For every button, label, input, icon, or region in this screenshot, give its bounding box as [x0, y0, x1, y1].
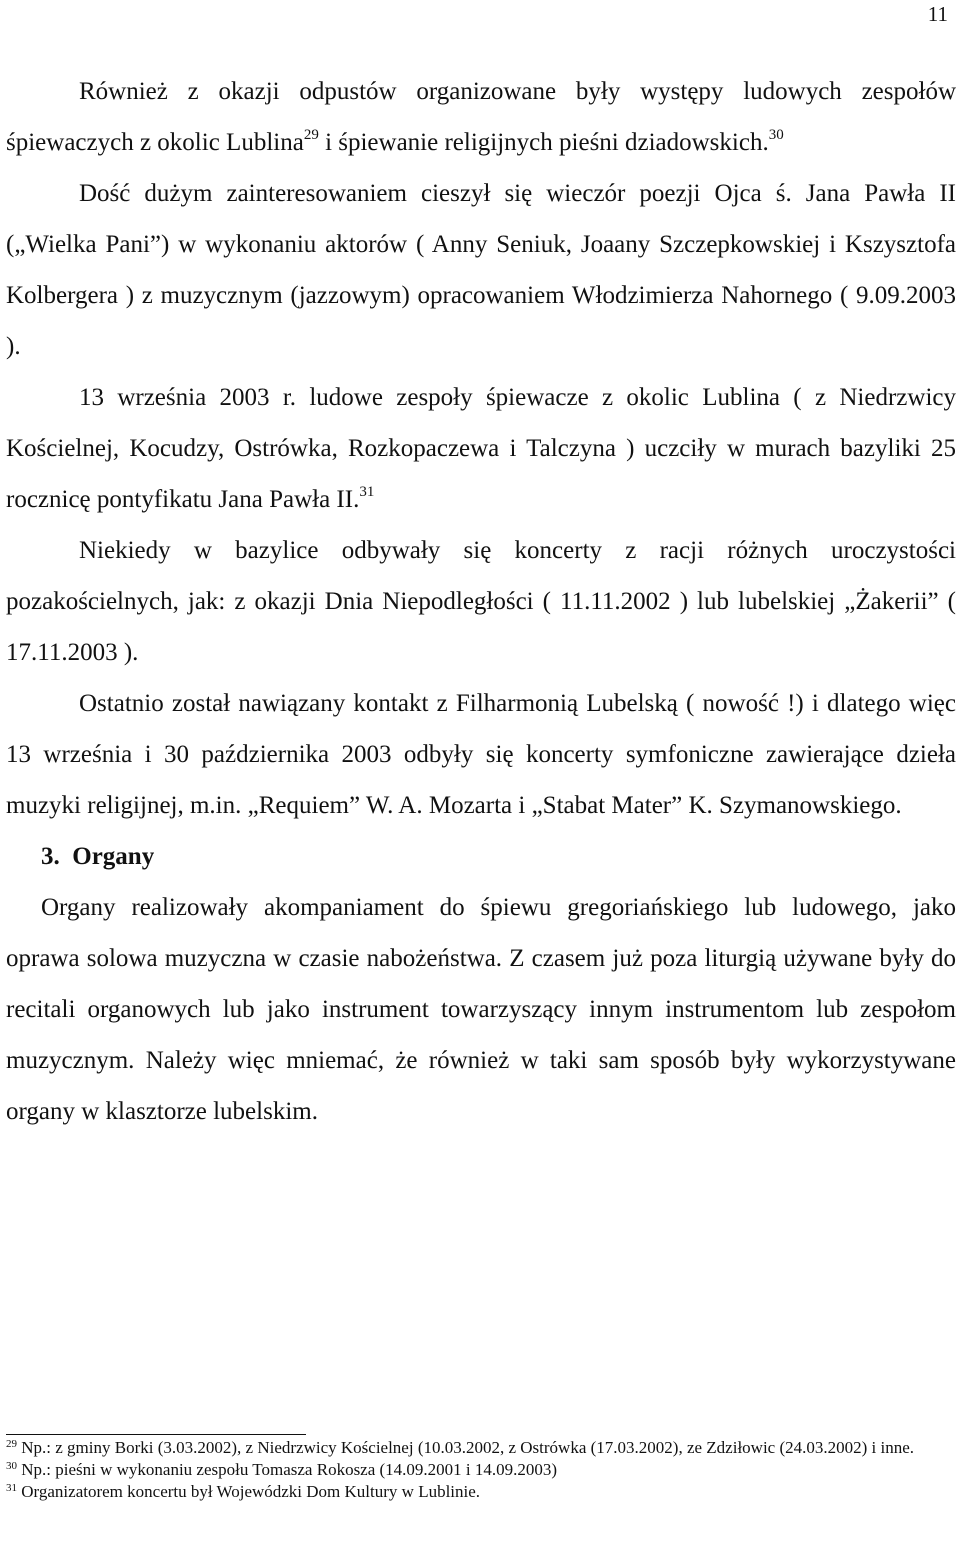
paragraph-poetry-evening: Dość dużym zainteresowaniem cieszył się wieczór poezji Ojca ś. Jana Pawła II („Wielka Pani”) w wykonaniu aktorów ( Anny Seniuk, Joaany Szczepkowskiej i Kszysztofa Kolbergera ) z muzycznym (jazzowym) opracowaniem Włodzimierza Nahornego ( 9.09.2003 ).	[6, 180, 956, 360]
footnote-30: $^{30}$ Np.: pieśni w wykonaniu zespołu Tomasza Rokosza (14.09.2001 i 14.09.2003)	[6, 1460, 558, 1479]
paragraph-philharmonic: Ostatnio został nawiązany kontakt z Filharmonią Lubelską ( nowość !) i dlatego więc 13 września i 30 października 2003 odbyły się koncerty symfoniczne zawierające dzieła muzyki religijnej, m.in. „Requiem” W. A. Mozarta i „Stabat Mater” K. Szymanowskiego.	[6, 690, 956, 819]
footnote-number: 29	[6, 1438, 17, 1450]
footnote-29: $^{29}$ Np.: z gminy Borki (3.03.2002), z Niedrzwicy Kościelnej (10.03.2002, z Ostrówka (17.03.2002), ze Zdziłowic (24.03.2002) i inne.	[6, 1438, 915, 1457]
footnote-ref-30[interactable]: 30	[768, 127, 784, 143]
footnote-31: $^{31}$ Organizatorem koncertu był Wojewódzki Dom Kultury w Lublinie.	[6, 1482, 481, 1501]
paragraph-organs: Organy realizowały akompaniament do śpiewu gregoriańskiego lub ludowego, jako oprawa solowa muzyczna w czasie nabożeństwa. Z czasem już poza liturgią używane były do recitali organowych lub jako instrument towarzyszący innym instrumentom lub zespołom muzycznym. Należy więc mniemać, że również w taki sam sposób były wykorzystywane organy w klasztorze lubelskim.	[6, 894, 956, 1125]
footnote-number: 31	[6, 1482, 17, 1494]
footnote-number: 30	[6, 1460, 17, 1472]
main-text	[6, 66, 956, 1137]
section-heading: 3. Organy	[41, 843, 155, 870]
page-number: 11	[927, 2, 948, 26]
paragraph-september-13: 13 września 2003 r. ludowe zespoły śpiewacze z okolic Lublina ( z Niedrzwicy Kościelnej, Kocudzy, Ostrówka, Rozkopaczewa i Talczyna ) uczciły w murach bazyliki 25 rocznicę pontyfikatu Jana Pawła II.$^{31}$	[6, 384, 956, 513]
footnote-ref-29[interactable]: 29	[303, 127, 319, 143]
footnote-divider	[6, 1434, 306, 1435]
paragraph-concerts: Niekiedy w bazylice odbywały się koncerty z racji różnych uroczystości pozakościelnych, jak: z okazji Dnia Niepodległości ( 11.11.2002 ) lub lubelskiej „Żakerii” ( 17.11.2003 ).	[6, 537, 956, 666]
paragraph-folk-groups: Również z okazji odpustów organizowane były występy ludowych zespołów śpiewaczych z okolic Lublina$^{29}$ i śpiewanie religijnych pieśni dziadowskich.$^{30}$	[6, 78, 956, 156]
footnotes	[6, 1437, 956, 1503]
footnote-ref-31[interactable]: 31	[359, 484, 375, 500]
